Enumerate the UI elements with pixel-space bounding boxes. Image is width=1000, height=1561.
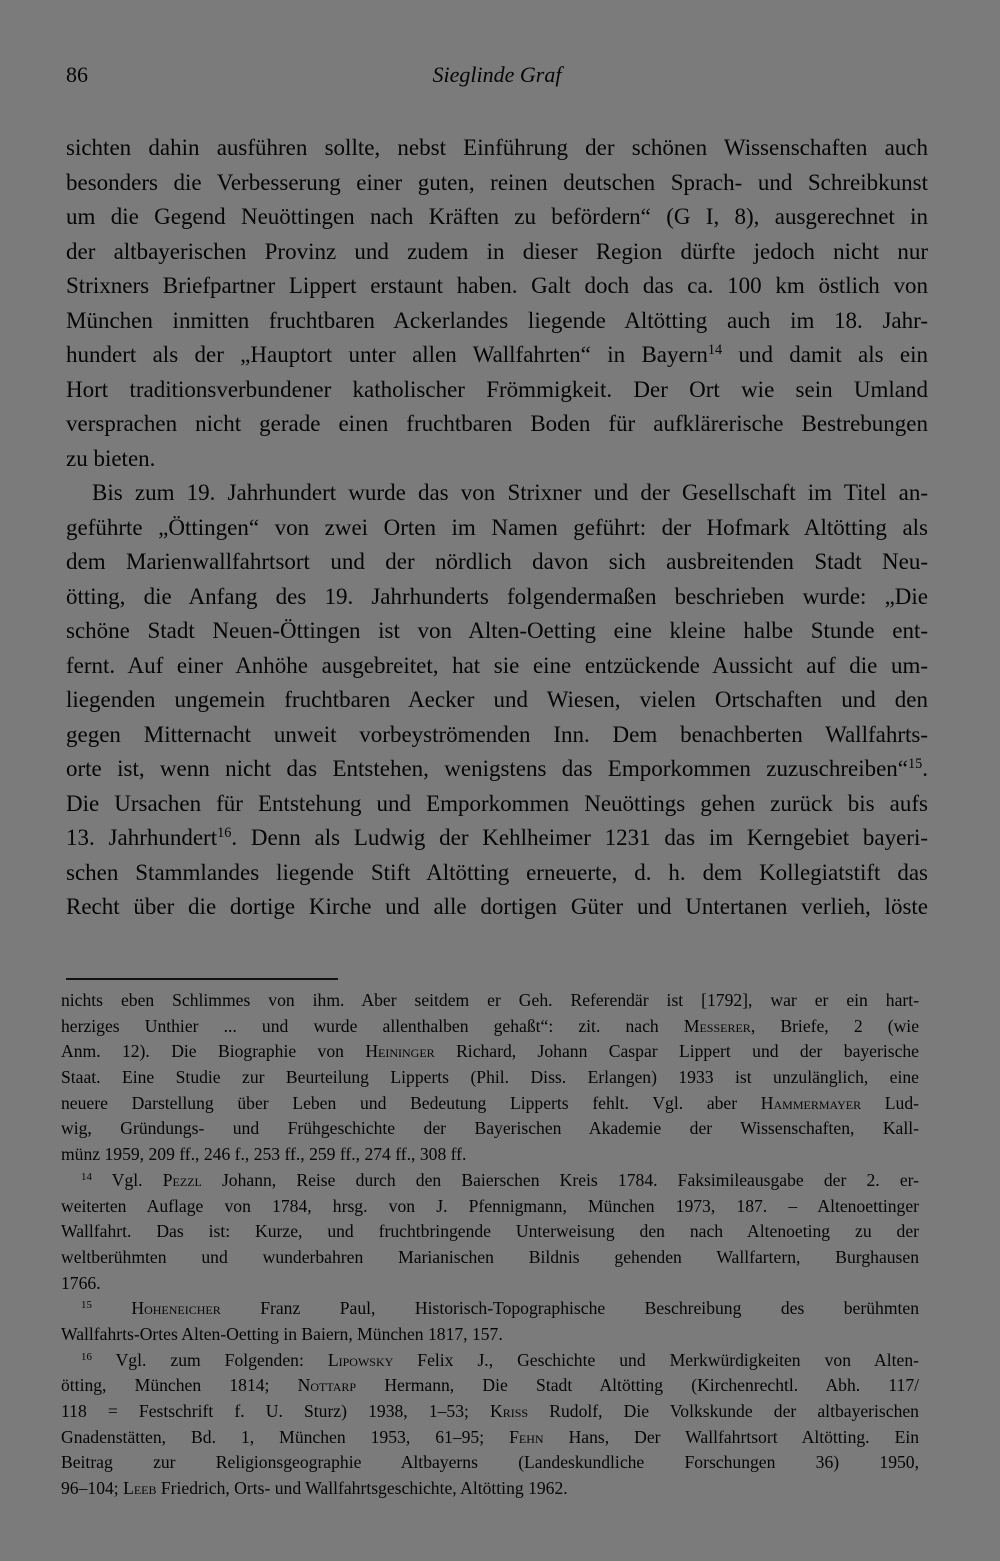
- footnote-line: Gnadenstätten, Bd. 1, München 1953, 61–95; Fehn Hans, Der Wallfahrtsort Altötting. Ein: [61, 1426, 920, 1447]
- footnote-line: nichts eben Schlimmes von ihm. Aber seitdem er Geh. Referendär ist [1792], war er ein hart-: [61, 990, 919, 1010]
- footnote-line: 1766.: [61, 1272, 101, 1293]
- footnote-line: neuere Darstellung über Leben und Bedeutung Lipperts fehlt. Vgl. aber Hammermayer Lud-: [61, 1092, 919, 1113]
- footnote-number: 16: [81, 1350, 92, 1363]
- text-line: Hort traditionsverbundener katholischer Frömmigkeit. Der Ort wie sein Umland: [66, 376, 928, 402]
- text-line: besonders die Verbesserung einer guten, reinen deutschen Sprach- und Schreibkunst: [66, 169, 928, 195]
- text-line: liegenden ungemein fruchtbaren Aecker und Wiesen, vielen Ortschaften und den: [66, 687, 928, 712]
- text-line: Recht über die dortige Kirche und alle dortigen Güter und Untertanen verlieh, löste: [66, 894, 928, 919]
- footnote-line: Beitrag zur Religionsgeographie Altbayerns (Landeskundliche Forschungen 36) 1950,: [61, 1452, 919, 1473]
- footnote-line: Wallfahrts-Ortes Alten-Oetting in Baiern, München 1817, 157.: [61, 1323, 503, 1344]
- text-line: dem Marienwallfahrtsort und der nördlich davon sich ausbreitenden Stadt Neu-: [66, 549, 928, 574]
- page-number: 86: [66, 62, 88, 87]
- text-line: 13. Jahrhundert$^{16}$. Denn als Ludwig der Kehlheimer 1231 das im Kerngebiet bayeri-: [66, 825, 928, 850]
- footnote-line: wig, Gründungs- und Frühgeschichte der Bayerischen Akademie der Wissenschaften, Kall-: [61, 1118, 919, 1139]
- footnotes: [61, 988, 919, 1502]
- text-line: versprachen nicht gerade einen fruchtbaren Boden für aufklärerische Bestrebungen: [66, 411, 928, 436]
- author-name: Hoheneicher: [131, 1298, 221, 1319]
- text-line: Die Ursachen für Entstehung und Emporkommen Neuöttings gehen zurück bis aufs: [66, 790, 928, 816]
- footnote-ref: 14: [707, 342, 723, 359]
- author-name: Leeb: [123, 1478, 157, 1499]
- footnote-line: Wallfahrt. Das ist: Kurze, und fruchtbringende Unterweisung den nach Altenoeting zu der: [61, 1221, 919, 1242]
- text-line: geführte „Öttingen“ von zwei Orten im Namen geführt: der Hofmark Altötting als: [66, 514, 928, 540]
- footnote-divider: [66, 978, 338, 980]
- footnote-line: Staat. Eine Studie zur Beurteilung Lipperts (Phil. Diss. Erlangen) 1933 ist unzulänglich, eine: [61, 1067, 919, 1088]
- text-line: schöne Stadt Neuen-Öttingen ist von Alten-Oetting eine kleine halbe Stunde ent-: [66, 618, 928, 643]
- main-text: [66, 131, 928, 925]
- text-line: München inmitten fruchtbaren Ackerlandes liegende Altötting auch im 18. Jahr-: [66, 307, 928, 333]
- page-header: [66, 62, 928, 92]
- author-name: Lipowsky: [327, 1349, 394, 1370]
- text-line: schen Stammlandes liegende Stift Altötting erneuerte, d. h. dem Kollegiatstift das: [66, 859, 928, 885]
- footnote-line: weltberühmten und wunderbahren Marianischen Bildnis gehenden Wallfartern, Burghausen: [61, 1246, 919, 1267]
- author-name: Heininger: [365, 1041, 435, 1062]
- text-line: orte ist, wenn nicht das Entstehen, wenigstens das Emporkommen zuzuschreiben“$^{15}$.: [66, 756, 928, 781]
- footnote-line: ötting, München 1814; Nottarp Hermann, Die Stadt Altötting (Kirchenrechtl. Abh. 117/: [61, 1375, 919, 1396]
- footnote-line: weiterten Auflage von 1784, hrsg. von J. Pfennigmann, München 1973, 187. – Altenoettinger: [61, 1195, 919, 1216]
- text-line: fernt. Auf einer Anhöhe ausgebreitet, hat sie eine entzückende Aussicht auf die um-: [66, 652, 928, 678]
- author-name: Hammermayer: [760, 1092, 862, 1113]
- footnote-ref: 15: [908, 756, 923, 773]
- text-line: ötting, die Anfang des 19. Jahrhunderts folgendermaßen beschrieben wurde: „Die: [66, 583, 928, 609]
- footnote-ref: 16: [217, 825, 232, 842]
- footnote-line: 118 = Festschrift f. U. Sturz) 1938, 1–53; Kriss Rudolf, Die Volkskunde der altbayerischen: [61, 1401, 919, 1421]
- text-line: der altbayerischen Provinz und zudem in dieser Region dürfte jedoch nicht nur: [66, 238, 928, 264]
- footnote-line: Anm. 12). Die Biographie von Heininger Richard, Johann Caspar Lippert und der bayerische: [61, 1041, 919, 1062]
- text-line: sichten dahin ausführen sollte, nebst Einführung der schönen Wissenschaften auch: [66, 135, 928, 160]
- text-line: um die Gegend Neuöttingen nach Kräften zu befördern“ (G I, 8), ausgerechnet in: [66, 204, 928, 229]
- footnote-15: $^{15}$ Hoheneicher Franz Paul, Historisch-Topographische Beschreibung des berühmten: [81, 1298, 919, 1319]
- running-head: Sieglinde Graf: [432, 62, 562, 87]
- footnote-line: münz 1959, 209 ff., 246 f., 253 ff., 259 ff., 274 ff., 308 ff.: [61, 1144, 467, 1165]
- text-line: gegen Mitternacht unweit vorbeyströmenden Inn. Dem benachberten Wallfahrts-: [66, 721, 928, 747]
- footnote-line: 96–104; Leeb Friedrich, Orts- und Wallfahrtsgeschichte, Altötting 1962.: [61, 1478, 568, 1499]
- author-name: Fehn: [509, 1426, 544, 1447]
- text-line: Strixners Briefpartner Lippert erstaunt haben. Galt doch das ca. 100 km östlich von: [66, 273, 928, 298]
- text-line: hundert als der „Hauptort unter allen Wallfahrten“ in Bayern$^{14}$ und damit als ein: [66, 342, 928, 367]
- footnote-number: 14: [81, 1170, 92, 1183]
- text-line: zu bieten.: [66, 445, 156, 471]
- footnote-14: $^{14}$ Vgl. Pezzl Johann, Reise durch den Baierschen Kreis 1784. Faksimileausgabe der 2. er-: [81, 1169, 920, 1190]
- footnote-number: 15: [81, 1299, 92, 1312]
- footnote-16: $^{16}$ Vgl. zum Folgenden: Lipowsky Felix J., Geschichte und Merkwürdigkeiten von Alten-: [81, 1349, 919, 1370]
- footnote-line: herziges Unthier ... und wurde allenthalben gehaßt“: zit. nach Messerer, Briefe, 2 (wie: [61, 1015, 920, 1036]
- author-name: Kriss: [490, 1401, 529, 1421]
- text-line: Bis zum 19. Jahrhundert wurde das von Strixner und der Gesellschaft im Titel an-: [92, 480, 928, 505]
- author-name: Pezzl: [162, 1169, 202, 1190]
- author-name: Nottarp: [297, 1375, 357, 1396]
- author-name: Messerer: [683, 1015, 751, 1036]
